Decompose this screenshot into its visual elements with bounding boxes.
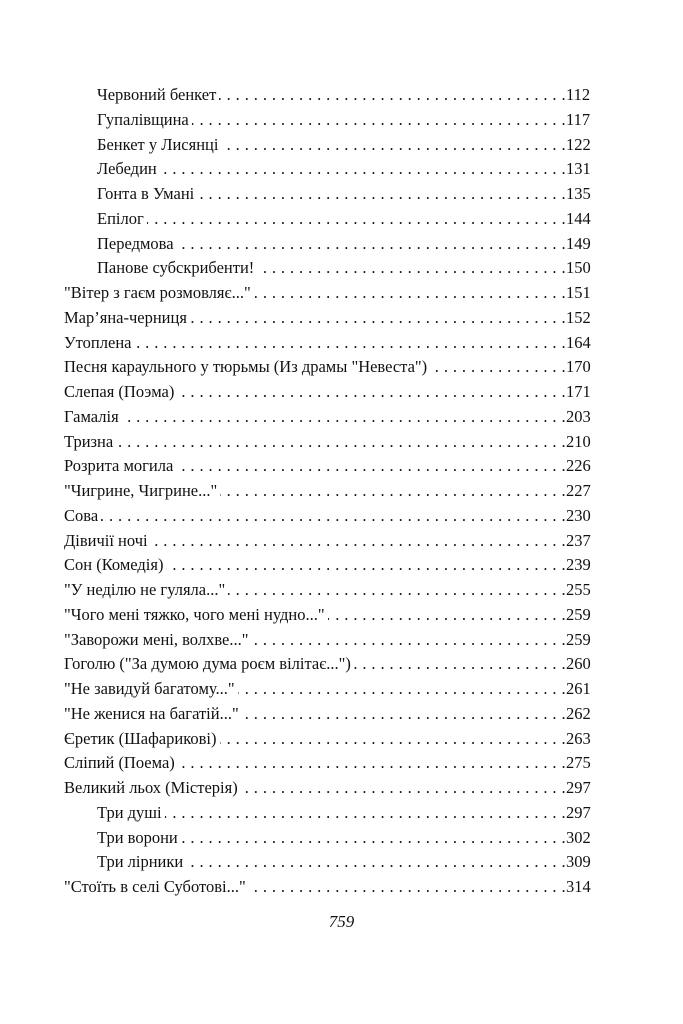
toc-entry bbox=[0, 256, 683, 281]
toc-entry-title: Утоплена bbox=[64, 331, 134, 356]
toc-entry bbox=[0, 405, 683, 430]
toc-entry bbox=[0, 677, 683, 702]
toc-entry-title: "Не завидуй багатому..." bbox=[64, 677, 238, 702]
toc-entry bbox=[0, 479, 683, 504]
toc-entry bbox=[0, 603, 683, 628]
toc-entry-title: Дівичії ночі bbox=[64, 529, 151, 554]
toc-entry-title: Лебедин bbox=[97, 157, 160, 182]
toc-entry-title: Єретик (Шафарикові) bbox=[64, 727, 220, 752]
dot-leader bbox=[97, 157, 566, 182]
toc-entry-title: "Чигрине, Чигрине..." bbox=[64, 479, 220, 504]
table-of-contents bbox=[0, 83, 683, 900]
toc-entry bbox=[0, 157, 683, 182]
toc-entry bbox=[0, 850, 683, 875]
toc-entry bbox=[0, 652, 683, 677]
toc-entry-page: 152 bbox=[566, 306, 606, 331]
toc-entry-page: 261 bbox=[566, 677, 606, 702]
toc-entry bbox=[0, 83, 683, 108]
toc-entry-page: 263 bbox=[566, 727, 606, 752]
toc-entry bbox=[0, 331, 683, 356]
toc-entry-page: 302 bbox=[566, 826, 606, 851]
toc-entry bbox=[0, 826, 683, 851]
toc-entry-page: 259 bbox=[566, 603, 606, 628]
dot-leader bbox=[64, 430, 566, 455]
toc-entry-page: 230 bbox=[566, 504, 606, 529]
toc-entry bbox=[0, 776, 683, 801]
toc-entry bbox=[0, 108, 683, 133]
toc-entry-page: 226 bbox=[566, 454, 606, 479]
toc-entry-page: 203 bbox=[566, 405, 606, 430]
toc-entry bbox=[0, 232, 683, 257]
toc-entry-page: 259 bbox=[566, 628, 606, 653]
toc-entry bbox=[0, 553, 683, 578]
toc-entry-title: "Чого мені тяжко, чого мені нудно..." bbox=[64, 603, 328, 628]
toc-entry-title: Гонта в Умані bbox=[97, 182, 197, 207]
toc-entry-title: "Не женися на багатій..." bbox=[64, 702, 242, 727]
toc-entry-title: Сліпий (Поема) bbox=[64, 751, 178, 776]
toc-entry-title: Три душі bbox=[97, 801, 165, 826]
toc-entry bbox=[0, 355, 683, 380]
dot-leader bbox=[64, 504, 566, 529]
toc-entry-title: Тризна bbox=[64, 430, 116, 455]
toc-entry bbox=[0, 751, 683, 776]
toc-entry bbox=[0, 454, 683, 479]
toc-entry bbox=[0, 306, 683, 331]
toc-entry-page: 144 bbox=[566, 207, 606, 232]
toc-entry-title: Гоголю ("За думою дума роєм вілітає...") bbox=[64, 652, 354, 677]
toc-entry-page: 275 bbox=[566, 751, 606, 776]
dot-leader bbox=[64, 331, 566, 356]
toc-entry bbox=[0, 380, 683, 405]
toc-entry-title: Песня караульного у тюрьмы (Из драмы "Невеста") bbox=[64, 355, 430, 380]
toc-entry-page: 149 bbox=[566, 232, 606, 257]
toc-entry bbox=[0, 182, 683, 207]
dot-leader bbox=[64, 405, 566, 430]
toc-entry bbox=[0, 281, 683, 306]
dot-leader bbox=[97, 207, 566, 232]
toc-entry-page: 131 bbox=[566, 157, 606, 182]
toc-entry-title: Бенкет у Лисянці bbox=[97, 133, 221, 158]
toc-entry bbox=[0, 801, 683, 826]
toc-entry-title: Розрита могила bbox=[64, 454, 176, 479]
toc-entry-page: 237 bbox=[566, 529, 606, 554]
toc-entry-page: 297 bbox=[566, 776, 606, 801]
toc-entry-title: Епілог bbox=[97, 207, 147, 232]
toc-entry-title: Три ворони bbox=[97, 826, 181, 851]
toc-entry-title: "У неділю не гуляла..." bbox=[64, 578, 228, 603]
toc-entry-page: 122 bbox=[566, 133, 606, 158]
dot-leader bbox=[97, 801, 566, 826]
toc-entry-page: 170 bbox=[566, 355, 606, 380]
toc-entry-page: 150 bbox=[566, 256, 606, 281]
toc-entry-title: Гупалівщина bbox=[97, 108, 192, 133]
toc-entry-title: "Стоїть в селі Суботові..." bbox=[64, 875, 249, 900]
toc-entry bbox=[0, 529, 683, 554]
toc-entry-title: Великий льох (Містерія) bbox=[64, 776, 241, 801]
toc-entry-title: Мар’яна-черниця bbox=[64, 306, 190, 331]
toc-entry bbox=[0, 504, 683, 529]
toc-entry bbox=[0, 875, 683, 900]
page-number: 759 bbox=[328, 912, 355, 931]
toc-entry-page: 297 bbox=[566, 801, 606, 826]
toc-entry-title: Передмова bbox=[97, 232, 177, 257]
toc-entry-page: 164 bbox=[566, 331, 606, 356]
toc-entry-title: "Вітер з гаєм розмовляє..." bbox=[64, 281, 254, 306]
toc-entry-title: Гамалія bbox=[64, 405, 122, 430]
toc-entry bbox=[0, 727, 683, 752]
toc-entry-title: Три лірники bbox=[97, 850, 186, 875]
toc-entry-title: "Заворожи мені, волхве..." bbox=[64, 628, 251, 653]
toc-entry-title: Панове субскрибенти! bbox=[97, 256, 257, 281]
toc-entry-page: 260 bbox=[566, 652, 606, 677]
toc-entry-page: 112 bbox=[566, 83, 606, 108]
toc-entry-page: 309 bbox=[566, 850, 606, 875]
toc-entry-page: 255 bbox=[566, 578, 606, 603]
toc-entry-page: 227 bbox=[566, 479, 606, 504]
toc-entry-page: 262 bbox=[566, 702, 606, 727]
toc-entry-title: Червоний бенкет bbox=[97, 83, 219, 108]
toc-entry-page: 117 bbox=[566, 108, 606, 133]
toc-entry-title: Слепая (Поэма) bbox=[64, 380, 177, 405]
toc-entry bbox=[0, 628, 683, 653]
toc-entry bbox=[0, 133, 683, 158]
toc-entry-page: 210 bbox=[566, 430, 606, 455]
toc-entry-page: 171 bbox=[566, 380, 606, 405]
toc-entry-title: Сон (Комедія) bbox=[64, 553, 166, 578]
toc-entry bbox=[0, 578, 683, 603]
toc-entry-page: 151 bbox=[566, 281, 606, 306]
toc-entry-title: Сова bbox=[64, 504, 101, 529]
toc-entry bbox=[0, 207, 683, 232]
toc-entry-page: 239 bbox=[566, 553, 606, 578]
toc-entry-page: 135 bbox=[566, 182, 606, 207]
toc-entry-page: 314 bbox=[566, 875, 606, 900]
toc-entry bbox=[0, 702, 683, 727]
toc-entry bbox=[0, 430, 683, 455]
